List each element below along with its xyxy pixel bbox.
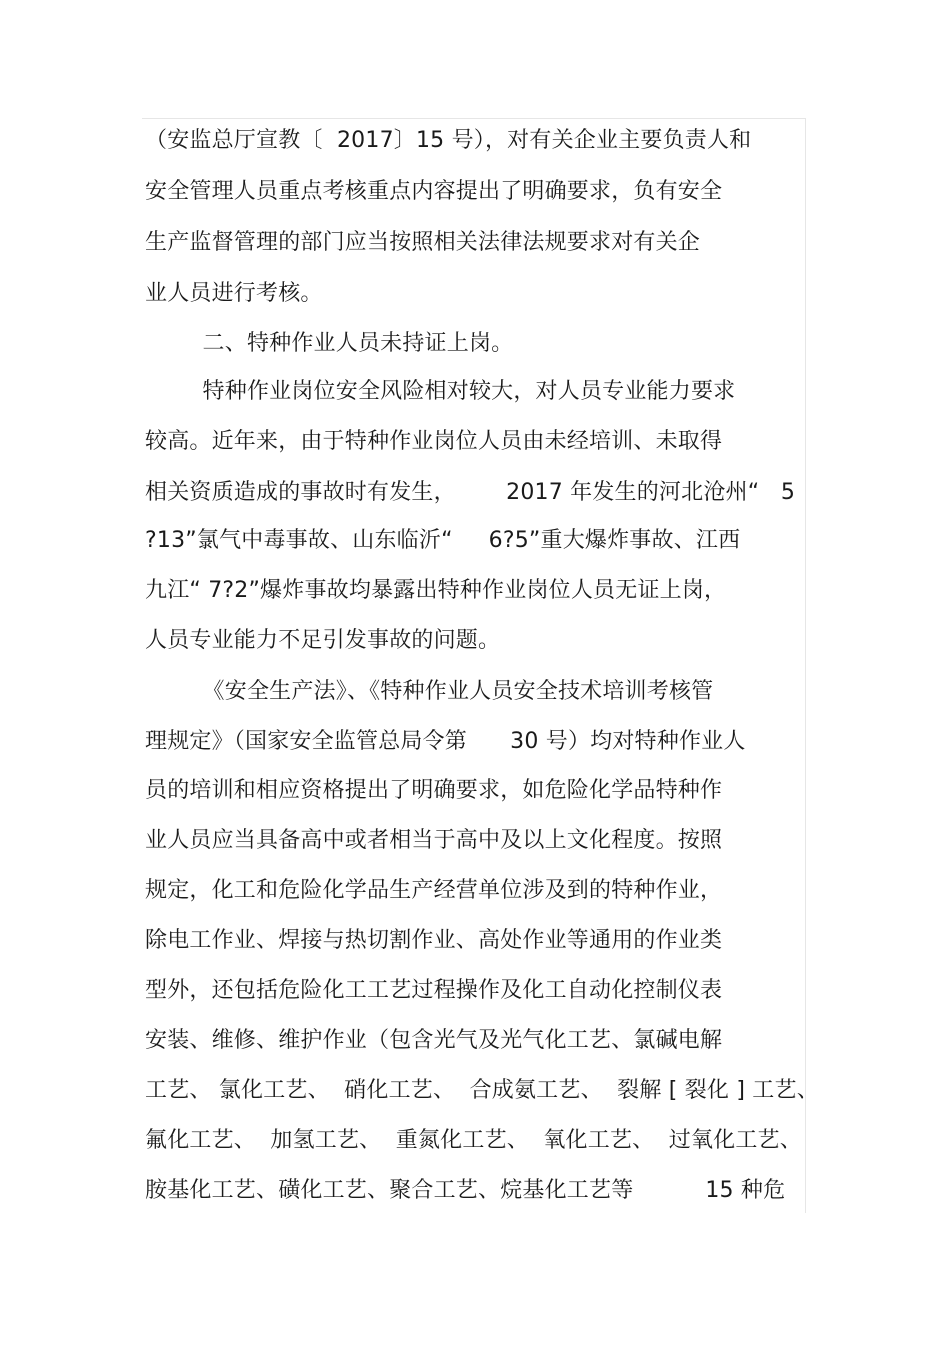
text-line: 生产监督管理的部门应当按照相关法律法规要求对有关企 <box>145 230 701 255</box>
text-line: 九江“ 7?2”爆炸事故均暴露出特种作业岗位人员无证上岗， <box>145 578 727 603</box>
text-line: 除电工作业、焊接与热切割作业、高处作业等通用的作业类 <box>145 928 723 953</box>
text-line: 员的培训和相应资格提出了明确要求，如危险化学品特种作 <box>145 778 723 803</box>
text-line: 业人员进行考核。 <box>145 281 323 306</box>
text-line: 安全管理人员重点考核重点内容提出了明确要求，负有安全 <box>145 179 723 204</box>
text-line: （安监总厅宣教〔 2017〕15 号），对有关企业主要负责人和 <box>145 128 752 153</box>
text-line: 较高。近年来，由于特种作业岗位人员由未经培训、未取得 <box>145 429 723 454</box>
text-line: 人员专业能力不足引发事故的问题。 <box>145 628 501 653</box>
text-line: 安装、维修、维护作业（包含光气及光气化工艺、氯碱电解 <box>145 1028 723 1053</box>
text-line: ?13”氯气中毒事故、山东临沂“ 6?5”重大爆炸事故、江西 <box>145 528 741 553</box>
text-line: 胺基化工艺、磺化工艺、聚合工艺、烷基化工艺等 15 种危 <box>145 1178 786 1203</box>
text-line: 型外，还包括危险化工工艺过程操作及化工自动化控制仪表 <box>145 978 723 1003</box>
text-line: 工艺、 氯化工艺、 硝化工艺、 合成氨工艺、 裂解 [ 裂化 ] 工艺、 <box>145 1078 819 1103</box>
text-line: 相关资质造成的事故时有发生， 2017 年发生的河北沧州“ 5 <box>145 480 796 505</box>
text-line: 业人员应当具备高中或者相当于高中及以上文化程度。按照 <box>145 828 723 853</box>
text-line: 《安全生产法》、《特种作业人员安全技术培训考核管 <box>145 679 714 704</box>
text-line: 规定，化工和危险化学品生产经营单位涉及到的特种作业， <box>145 878 723 903</box>
text-line: 氟化工艺、 加氢工艺、 重氮化工艺、 氧化工艺、 过氧化工艺、 <box>145 1128 802 1153</box>
text-line: 特种作业岗位安全风险相对较大，对人员专业能力要求 <box>145 379 736 404</box>
section-heading: 二、特种作业人员未持证上岗。 <box>145 331 514 356</box>
text-line: 理规定》（国家安全监管总局令第 30 号）均对特种作业人 <box>145 729 746 754</box>
